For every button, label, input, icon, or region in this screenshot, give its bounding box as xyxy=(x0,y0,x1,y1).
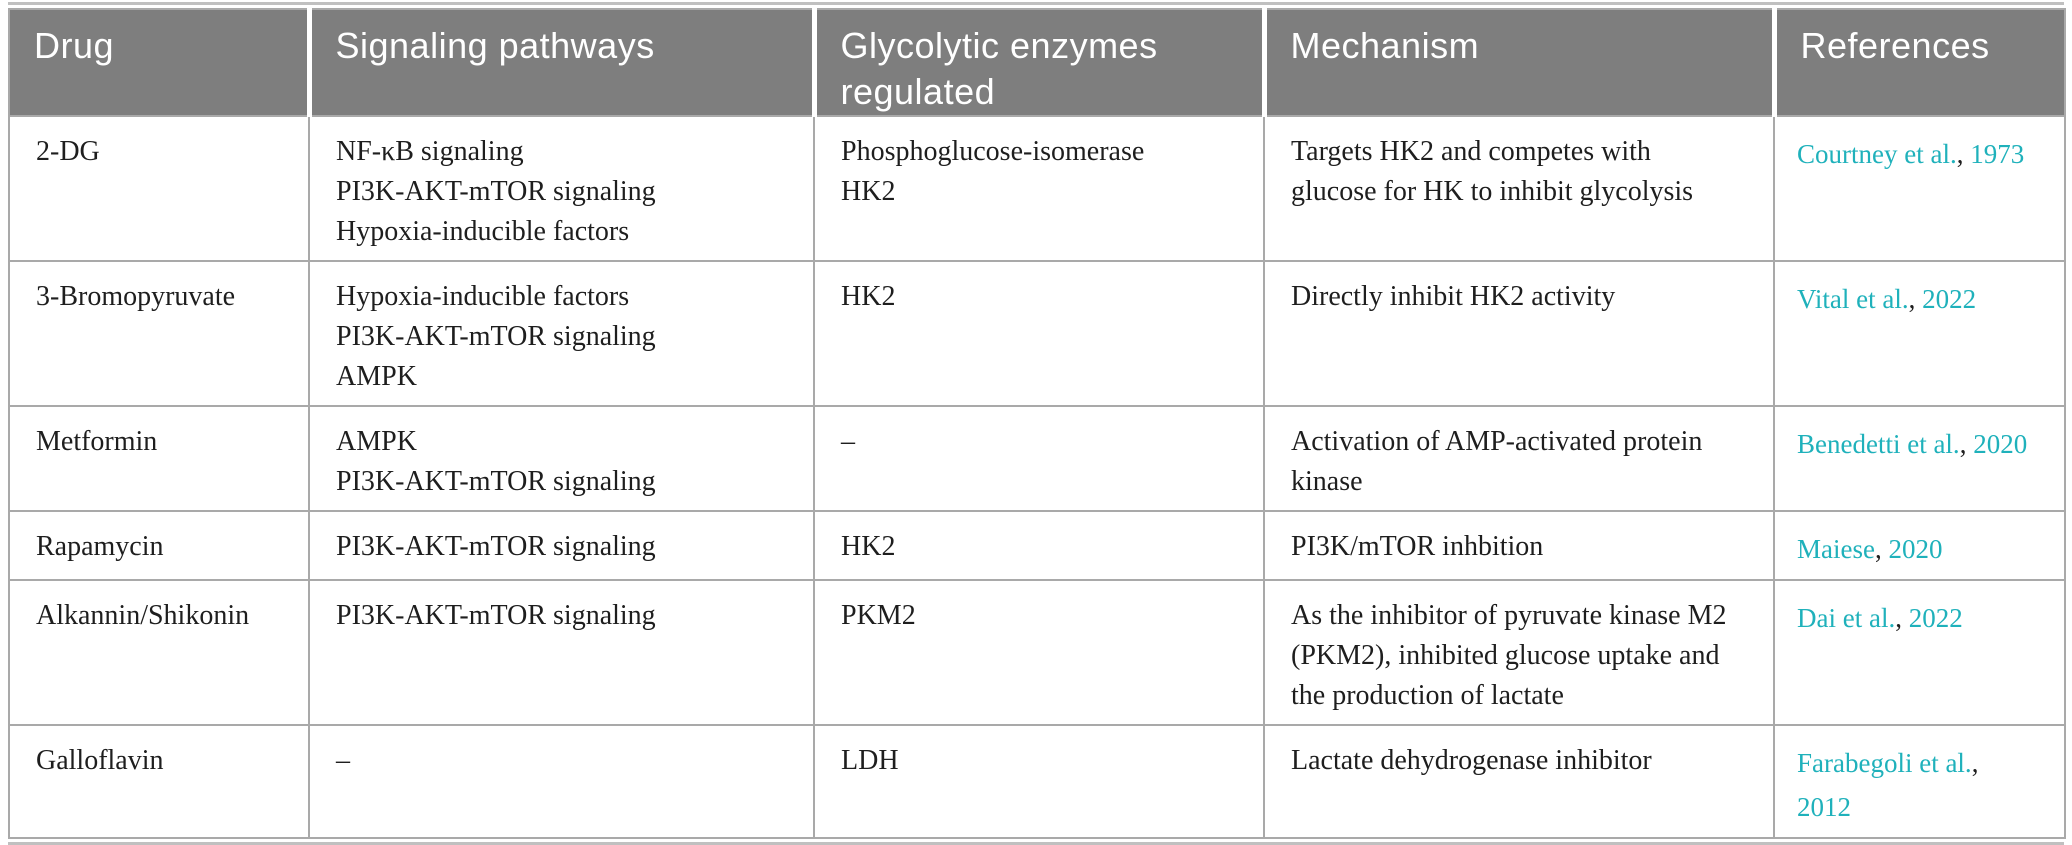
cell-line: Targets HK2 and competes with xyxy=(1291,136,1651,167)
reference-authors-link[interactable]: Courtney et al. xyxy=(1797,139,1957,169)
reference-comma: , xyxy=(1908,284,1916,314)
cell-line: 2-DG xyxy=(36,136,100,167)
cell-line: 3-Bromopyruvate xyxy=(36,281,236,312)
cell-line: PI3K-AKT-mTOR signaling xyxy=(336,321,656,352)
cell-line: AMPK xyxy=(336,426,417,457)
reference-year-link[interactable]: 1973 xyxy=(1970,139,2025,169)
mechanism-cell xyxy=(1264,511,1774,580)
cell-line: AMPK xyxy=(336,361,417,392)
cell-line: – xyxy=(336,745,350,776)
cell-line: Hypoxia-inducible factors xyxy=(336,216,630,247)
cell-line: LDH xyxy=(841,745,899,776)
cell-line: – xyxy=(841,426,855,457)
cell-line: (PKM2), inhibited glucose uptake and xyxy=(1291,640,1720,671)
drug-cell xyxy=(9,580,309,725)
table-row xyxy=(9,116,2065,261)
table-row xyxy=(9,406,2065,511)
cell-line: Metformin xyxy=(36,426,158,457)
drug-cell xyxy=(9,511,309,580)
cell-line: HK2 xyxy=(841,176,896,207)
drug-cell xyxy=(9,725,309,838)
cell-line: Alkannin/Shikonin xyxy=(36,600,250,631)
cell-line: Rapamycin xyxy=(36,531,164,562)
reference-cell xyxy=(1774,116,2065,261)
cell-line: kinase xyxy=(1291,466,1363,497)
glycolytic-enzymes-cell xyxy=(814,116,1264,261)
reference-cell xyxy=(1774,580,2065,725)
cell-line: NF-κB signaling xyxy=(336,136,524,167)
reference-authors-link[interactable]: Dai et al. xyxy=(1797,603,1896,633)
reference-year-link[interactable]: 2020 xyxy=(1888,534,1943,564)
table-row xyxy=(9,725,2065,838)
cell-line: PI3K-AKT-mTOR signaling xyxy=(336,466,656,497)
table-row xyxy=(9,580,2065,725)
reference-comma: , xyxy=(1895,603,1902,633)
reference-comma: , xyxy=(1971,748,1979,778)
reference-cell xyxy=(1774,725,2065,838)
cell-line: PI3K-AKT-mTOR signaling xyxy=(336,176,656,207)
signaling-pathways-cell xyxy=(309,406,814,511)
drug-cell xyxy=(9,116,309,261)
cell-line: Activation of AMP-activated protein xyxy=(1291,426,1703,457)
table-row xyxy=(9,511,2065,580)
cell-line: Galloflavin xyxy=(36,745,164,776)
column-header-mechanism: Mechanism xyxy=(1264,9,1774,116)
reference-comma: , xyxy=(1874,534,1882,564)
cell-line: HK2 xyxy=(841,281,896,312)
table-header-row xyxy=(9,9,2065,116)
cell-line: HK2 xyxy=(841,531,896,562)
mechanism-cell xyxy=(1264,406,1774,511)
signaling-pathways-cell xyxy=(309,725,814,838)
column-header-signaling-pathways: Signaling pathways xyxy=(309,9,814,116)
glycolytic-enzymes-cell xyxy=(814,580,1264,725)
cell-line: Phosphoglucose-isomerase xyxy=(841,136,1145,167)
reference-comma: , xyxy=(1956,139,1964,169)
cell-line: PKM2 xyxy=(841,600,916,631)
reference-year-link[interactable]: 2012 xyxy=(1797,792,1851,822)
mechanism-cell xyxy=(1264,580,1774,725)
table-header xyxy=(9,9,2065,116)
glycolytic-enzymes-cell xyxy=(814,406,1264,511)
cell-line: PI3K-AKT-mTOR signaling xyxy=(336,531,656,562)
cell-line: Lactate dehydrogenase inhibitor xyxy=(1291,745,1652,776)
table-body xyxy=(9,116,2065,838)
cell-line: As the inhibitor of pyruvate kinase M2 xyxy=(1291,600,1727,631)
reference-year-link[interactable]: 2022 xyxy=(1922,284,1977,314)
cell-line: PI3K-AKT-mTOR signaling xyxy=(336,600,656,631)
table-row xyxy=(9,261,2065,406)
reference-authors-link[interactable]: Maiese xyxy=(1797,534,1875,564)
glycolytic-enzymes-cell xyxy=(814,725,1264,838)
column-header-drug: Drug xyxy=(9,9,309,116)
column-header-references: References xyxy=(1774,9,2065,116)
reference-year-link[interactable]: 2020 xyxy=(1973,429,2028,459)
reference-cell xyxy=(1774,406,2065,511)
reference-year-link[interactable]: 2022 xyxy=(1908,603,1963,633)
mechanism-cell xyxy=(1264,725,1774,838)
reference-comma: , xyxy=(1959,429,1967,459)
cell-line: glucose for HK to inhibit glycolysis xyxy=(1291,176,1694,207)
drug-cell xyxy=(9,406,309,511)
mechanism-cell xyxy=(1264,261,1774,406)
reference-authors-link[interactable]: Vital et al. xyxy=(1797,284,1909,314)
reference-cell xyxy=(1774,261,2065,406)
column-header-glycolytic-enzymes: Glycolytic enzymes regulated xyxy=(814,9,1264,116)
glycolytic-enzymes-cell xyxy=(814,511,1264,580)
cell-line: Hypoxia-inducible factors xyxy=(336,281,630,312)
signaling-pathways-cell xyxy=(309,116,814,261)
reference-cell xyxy=(1774,511,2065,580)
cell-line: the production of lactate xyxy=(1291,680,1564,711)
mechanism-cell xyxy=(1264,116,1774,261)
glycolytic-enzymes-cell xyxy=(814,261,1264,406)
table-top-rule xyxy=(8,2,2064,5)
reference-authors-link[interactable]: Benedetti et al. xyxy=(1797,429,1960,459)
cell-line: Directly inhibit HK2 activity xyxy=(1291,281,1616,312)
cell-line: PI3K/mTOR inhbition xyxy=(1291,531,1544,562)
glycolysis-drugs-table xyxy=(8,8,2066,839)
signaling-pathways-cell xyxy=(309,261,814,406)
signaling-pathways-cell xyxy=(309,511,814,580)
drug-cell xyxy=(9,261,309,406)
reference-authors-link[interactable]: Farabegoli et al. xyxy=(1797,748,1972,778)
signaling-pathways-cell xyxy=(309,580,814,725)
